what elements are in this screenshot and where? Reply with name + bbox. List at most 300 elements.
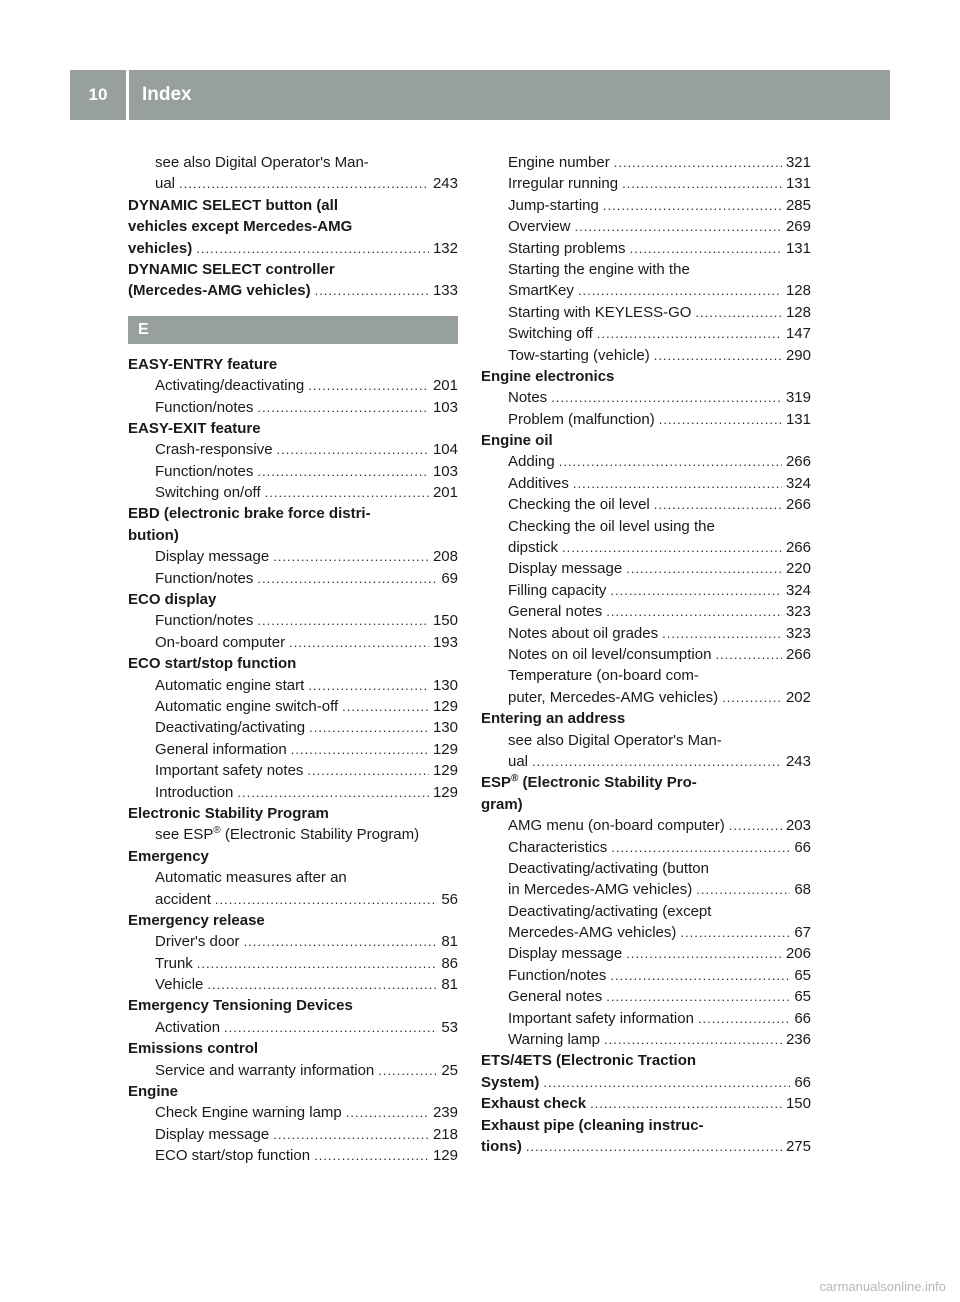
index-entry [481,345,811,366]
index-heading [128,803,458,824]
entry-text: EASY-ENTRY feature [128,355,278,373]
page-ref: 66 [794,838,811,856]
index-entry [481,323,811,344]
page-ref: 81 [441,933,458,951]
entry-text: EBD (electronic brake force distri- [128,505,371,523]
entry-text: see also Digital Operator's Man- [155,154,369,171]
page-ref: 266 [785,645,811,663]
index-column-right [481,152,811,1157]
index-heading [128,589,458,610]
leader-dots [196,238,429,259]
entry-text: Temperature (on-board com- [508,667,699,685]
page-ref: 243 [432,175,458,193]
page-ref: 65 [794,988,811,1006]
letter-band-e: E [128,316,458,344]
index-entry [128,1124,458,1145]
entry-text: Automatic engine start [155,676,305,694]
entry-text: Switching on/off [155,484,261,502]
index-entry [128,461,458,482]
entry-text: Display message [508,945,623,963]
entry-text: Starting the engine with the [508,260,690,278]
page-ref: 203 [785,817,811,835]
index-entry [481,580,811,601]
index-heading [481,1115,811,1136]
page-ref: 128 [785,282,811,300]
index-entry [481,216,811,237]
leader-dots [698,1008,790,1029]
index-entry [481,879,811,900]
entry-text: Deactivating/activating (except [508,902,712,920]
entry-text: Engine electronics [481,367,615,385]
entry-text: System) [481,1073,540,1091]
page-ref: 133 [432,282,458,300]
index-entry [481,451,811,472]
page-ref: 150 [785,1095,811,1113]
index-entries-right [481,152,811,1157]
page-ref: 206 [785,945,811,963]
entry-text: Starting with KEYLESS-GO [508,303,692,321]
entry-text: Emergency release [128,911,265,929]
index-entry [481,687,811,708]
leader-dots [610,965,790,986]
page-ref: 53 [441,1018,458,1036]
index-heading [481,1050,811,1071]
entry-text: puter, Mercedes-AMG vehicles) [508,688,719,706]
entry-text: Function/notes [155,462,254,480]
entry-text: Exhaust pipe (cleaning instruc- [481,1116,704,1134]
index-heading [128,824,458,845]
index-entry [481,302,811,323]
index-entry [128,953,458,974]
page-ref: 130 [432,719,458,737]
index-heading [128,216,458,237]
leader-dots [626,558,782,579]
entry-text: General notes [508,603,603,621]
entry-text: Engine [128,1083,179,1101]
index-entry [128,760,458,781]
index-entry [128,280,458,301]
index-entry [481,238,811,259]
entry-text: Function/notes [155,612,254,630]
entry-text: Display message [155,1125,270,1143]
index-heading [128,846,458,867]
leader-dots [308,675,429,696]
leader-dots [179,173,429,194]
entry-text: Entering an address [481,710,626,728]
page-ref: 324 [785,474,811,492]
entry-text: Introduction [155,783,234,801]
leader-dots [551,387,782,408]
header-divider [126,70,129,120]
page-ref: 218 [432,1125,458,1143]
page-ref: 269 [785,218,811,236]
leader-dots [378,1060,437,1081]
page-ref: 202 [785,688,811,706]
index-entry [481,1136,811,1157]
entry-text: Activating/deactivating [155,377,305,395]
entry-text: Electronic Stability Program [128,804,329,822]
index-heading [128,152,458,173]
index-heading [481,858,811,879]
index-entry [128,1145,458,1166]
index-heading [128,525,458,546]
leader-dots [257,610,429,631]
leader-dots [308,375,429,396]
page-ref: 266 [785,453,811,471]
page-ref: 65 [794,966,811,984]
index-entry [481,922,811,943]
leader-dots [611,837,790,858]
entry-text: ETS/4ETS (Electronic Traction [481,1052,697,1070]
index-entry [128,675,458,696]
index-heading [481,430,811,451]
page-ref: 220 [785,560,811,578]
page-ref: 243 [785,752,811,770]
entry-text: Driver's door [155,933,240,951]
entry-text: in Mercedes-AMG vehicles) [508,881,693,899]
leader-dots [237,782,429,803]
leader-dots [654,345,782,366]
entry-text: Deactivating/activating [155,719,306,737]
page-ref: 129 [432,762,458,780]
entry-text: Jump-starting [508,196,599,214]
entry-text: Display message [508,560,623,578]
leader-dots [606,601,782,622]
leader-dots [543,1072,790,1093]
index-entry [481,195,811,216]
entry-text: Emergency Tensioning Devices [128,997,353,1015]
index-entry [481,494,811,515]
index-entry [481,152,811,173]
page-ref: 324 [785,581,811,599]
leader-dots [277,439,429,460]
entry-text: tions) [481,1137,522,1155]
entry-text: ual [155,175,176,193]
entry-text: Important safety notes [155,762,304,780]
index-heading [128,354,458,375]
leader-dots [307,760,429,781]
index-heading [481,772,811,793]
page-ref: 129 [432,697,458,715]
index-entry [481,173,811,194]
entry-text: DYNAMIC SELECT button (all [128,196,338,214]
page-ref: 81 [441,976,458,994]
page-ref: 131 [785,239,811,257]
entry-text: Notes on oil level/consumption [508,645,712,663]
leader-dots [215,889,437,910]
index-entry [128,696,458,717]
page-ref: 130 [432,676,458,694]
entry-text: Trunk [155,954,193,972]
entry-text: Overview [508,218,571,236]
page-ref: 66 [794,1073,811,1091]
leader-dots [575,216,782,237]
entry-text: EASY-EXIT feature [128,419,261,437]
index-entry [128,173,458,194]
index-heading [128,1081,458,1102]
page-ref: 323 [785,603,811,621]
index-heading [481,708,811,729]
leader-dots [662,623,782,644]
index-heading [481,516,811,537]
entry-text: General information [155,740,287,758]
index-entry [481,623,811,644]
page-ref: 150 [432,612,458,630]
page-ref: 128 [785,303,811,321]
page-ref: 103 [432,462,458,480]
entry-text: Notes [508,389,548,407]
entry-text: gram) [481,795,523,813]
entry-text: Notes about oil grades [508,624,659,642]
entry-text: On-board computer [155,633,286,651]
entry-text: dipstick [508,539,559,557]
index-entry [481,965,811,986]
index-entry [481,387,811,408]
index-heading [128,653,458,674]
entry-text: Crash-responsive [155,441,273,459]
index-entry [481,409,811,430]
index-entry [128,1060,458,1081]
entry-text: SmartKey [508,282,574,300]
entry-text: bution) [128,526,179,544]
leader-dots [309,717,429,738]
page-ref: 129 [432,740,458,758]
page-ref: 56 [441,890,458,908]
index-entry [481,537,811,558]
page-ref: 323 [785,624,811,642]
leader-dots [526,1136,782,1157]
entry-text: Important safety information [508,1009,694,1027]
index-entry [481,473,811,494]
index-entry [128,397,458,418]
entry-text: Tow-starting (vehicle) [508,346,650,364]
leader-dots [680,922,790,943]
leader-dots [342,696,429,717]
entry-text: see also Digital Operator's Man- [508,731,722,749]
entry-text: ual [508,752,529,770]
index-heading [128,195,458,216]
page-header [70,70,890,120]
leader-dots [315,280,429,301]
entry-text: Check Engine warning lamp [155,1104,342,1122]
index-entry [481,815,811,836]
leader-dots [257,568,437,589]
index-heading [481,259,811,280]
leader-dots [559,451,782,472]
section-title: Index [142,84,192,105]
entry-text: DYNAMIC SELECT controller [128,260,335,278]
page-ref: 266 [785,539,811,557]
leader-dots [346,1102,429,1123]
page-ref: 236 [785,1031,811,1049]
page-ref: 67 [794,924,811,942]
index-entry [128,482,458,503]
entry-text: see ESP® (Electronic Stability Program) [155,825,420,844]
index-entry [128,739,458,760]
index-entry [128,546,458,567]
index-entry [128,568,458,589]
entry-text: Switching off [508,325,593,343]
page-ref: 68 [794,881,811,899]
index-entry [481,1093,811,1114]
entry-text: Automatic measures after an [155,869,347,887]
entry-text: Starting problems [508,239,626,257]
leader-dots [590,1093,782,1114]
index-heading [128,1038,458,1059]
index-heading [481,366,811,387]
leader-dots [273,546,429,567]
entry-text: ECO start/stop function [155,1147,311,1165]
entry-text: Activation [155,1018,221,1036]
entry-text: Warning lamp [508,1031,600,1049]
page-ref: 201 [432,484,458,502]
index-entry [481,837,811,858]
page-ref: 147 [785,325,811,343]
leader-dots [695,302,782,323]
index-heading [128,418,458,439]
leader-dots [722,687,782,708]
leader-dots [622,173,782,194]
index-entry [128,931,458,952]
page-ref: 266 [785,496,811,514]
page-ref: 131 [785,175,811,193]
entry-text: ESP® (Electronic Stability Pro- [481,773,697,792]
page-ref: 132 [432,239,458,257]
entry-text: Function/notes [155,398,254,416]
watermark: carmanualsonline.info [819,1279,946,1294]
index-entry [128,238,458,259]
page-number: 10 [88,85,108,104]
index-heading [128,503,458,524]
entry-text: Automatic engine switch-off [155,697,339,715]
entry-text: Vehicle [155,976,204,994]
index-heading [481,794,811,815]
entry-text: Emissions control [128,1040,259,1058]
index-entry [481,943,811,964]
entry-text: Characteristics [508,838,608,856]
page-ref: 66 [794,1009,811,1027]
leader-dots [654,494,782,515]
index-entry [481,751,811,772]
page-ref: 104 [432,441,458,459]
entry-text: General notes [508,988,603,1006]
entry-text: Exhaust check [481,1095,587,1113]
entry-text: Service and warranty information [155,1061,375,1079]
leader-dots [604,1029,782,1050]
index-entry [128,889,458,910]
index-entry [481,601,811,622]
index-entry [481,1029,811,1050]
index-entry [481,558,811,579]
leader-dots [659,409,782,430]
entry-text: accident [155,890,211,908]
page-ref: 103 [432,398,458,416]
entry-text: Function/notes [508,966,607,984]
leader-dots [562,537,782,558]
page-ref: 129 [432,1147,458,1165]
page-ref: 69 [441,569,458,587]
index-entry [128,717,458,738]
leader-dots [257,461,429,482]
leader-dots [630,238,782,259]
leader-dots [729,815,782,836]
leader-dots [291,739,429,760]
entry-text: Additives [508,474,569,492]
entry-text: Checking the oil level using the [508,517,715,535]
index-heading [128,867,458,888]
index-entries-top [128,152,458,302]
entry-text: Engine number [508,154,610,171]
page-ref: 129 [432,783,458,801]
index-entry [128,632,458,653]
entry-text: Engine oil [481,432,553,450]
index-entry [128,375,458,396]
index-heading [128,259,458,280]
entry-text: ECO start/stop function [128,655,297,673]
entry-text: vehicles) [128,239,193,257]
entry-text: Irregular running [508,175,619,193]
page-ref: 290 [785,346,811,364]
leader-dots [606,986,790,1007]
index-entry [481,1072,811,1093]
page-ref: 131 [785,410,811,428]
leader-dots [696,879,790,900]
entry-text: Mercedes-AMG vehicles) [508,924,677,942]
entry-text: Display message [155,548,270,566]
index-entry [128,974,458,995]
index-entry [128,782,458,803]
entry-text: (Mercedes-AMG vehicles) [128,282,311,300]
leader-dots [626,943,782,964]
index-column-left [128,152,458,1167]
page-ref: 285 [785,196,811,214]
leader-dots [532,751,782,772]
leader-dots [314,1145,429,1166]
entry-text: ECO display [128,591,217,609]
index-heading [481,730,811,751]
index-heading [481,901,811,922]
leader-dots [603,195,782,216]
entry-text: Deactivating/activating (button [508,859,709,877]
entry-text: Adding [508,453,555,471]
entry-text: Problem (malfunction) [508,410,655,428]
leader-dots [573,473,782,494]
page-ref: 208 [432,548,458,566]
index-entries-bottom [128,354,458,1167]
index-entry [481,280,811,301]
page-ref: 275 [785,1137,811,1155]
leader-dots [244,931,438,952]
leader-dots [597,323,782,344]
leader-dots [207,974,437,995]
page-ref: 86 [441,954,458,972]
page-ref: 239 [432,1104,458,1122]
leader-dots [273,1124,429,1145]
index-entry [481,986,811,1007]
entry-text: Filling capacity [508,581,607,599]
index-entry [128,439,458,460]
page-ref: 25 [441,1061,458,1079]
leader-dots [257,397,429,418]
page-ref: 321 [785,154,811,171]
index-heading [481,665,811,686]
entry-text: vehicles except Mercedes-AMG [128,218,353,236]
entry-text: Checking the oil level [508,496,650,514]
leader-dots [197,953,438,974]
index-heading [128,910,458,931]
index-entry [128,610,458,631]
entry-text: Emergency [128,847,209,865]
